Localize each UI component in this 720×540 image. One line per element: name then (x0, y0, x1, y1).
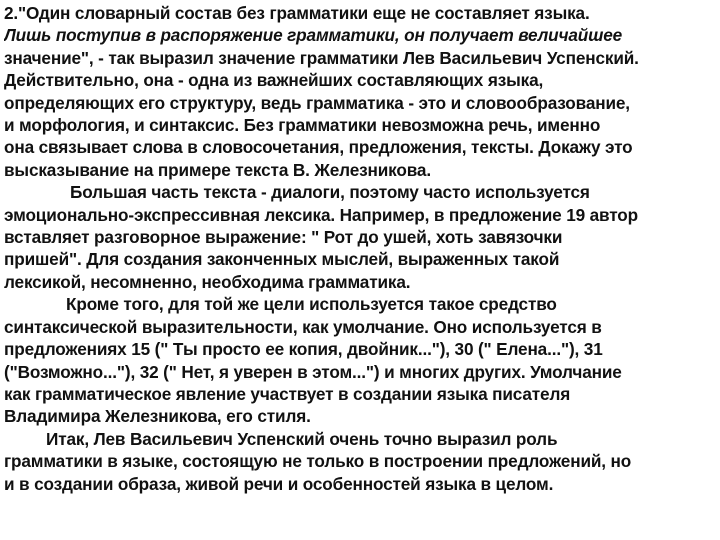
text-line: и морфология, и синтаксис. Без грамматики невозможна речь, именно (4, 115, 601, 136)
essay-text (4, 2, 716, 495)
text-line: Итак, Лев Васильевич Успенский очень точно выразил роль (46, 428, 558, 449)
text-line: определяющих его структуру, ведь грамматика - это и словообразование, (4, 92, 630, 113)
text-line: пришей". Для создания законченных мыслей, выраженных такой (4, 249, 560, 270)
text-line: Лишь поступив в распоряжение грамматики, он получает величайшее (4, 25, 623, 46)
text-line: значение", - так выразил значение грамматики Лев Васильевич Успенский. (4, 47, 639, 68)
text-line: как грамматическое явление участвует в создании языка писателя (4, 383, 571, 404)
text-line: Действительно, она - одна из важнейших составляющих языка, (4, 70, 544, 91)
text-line: лексикой, несомненно, необходима грамматика. (4, 271, 411, 292)
text-line: она связывает слова в словосочетания, предложения, тексты. Докажу это (4, 137, 633, 158)
text-line: высказывание на примере текста В. Железникова. (4, 159, 431, 180)
text-line: вставляет разговорное выражение: " Рот до ушей, хоть завязочки (4, 227, 563, 248)
text-line: Владимира Железникова, его стиля. (4, 406, 311, 427)
text-line: синтаксической выразительности, как умолчание. Оно используется в (4, 316, 602, 337)
text-line: ("Возможно..."), 32 (" Нет, я уверен в этом...") и многих других. Умолчание (4, 361, 622, 382)
text-line: Большая часть текста - диалоги, поэтому часто используется (70, 182, 590, 203)
text-line: Кроме того, для той же цели используется такое средство (66, 294, 557, 315)
text-line: предложениях 15 (" Ты просто ее копия, двойник..."), 30 (" Елена..."), 31 (4, 339, 603, 360)
text-line: и в создании образа, живой речи и особенностей языка в целом. (4, 473, 554, 494)
text-line: эмоционально-экспрессивная лексика. Например, в предложение 19 автор (4, 204, 638, 225)
text-line: 2."Один словарный состав без грамматики еще не составляет языка. (4, 3, 590, 23)
text-line: грамматики в языке, состоящую не только в построении предложений, но (4, 451, 632, 472)
